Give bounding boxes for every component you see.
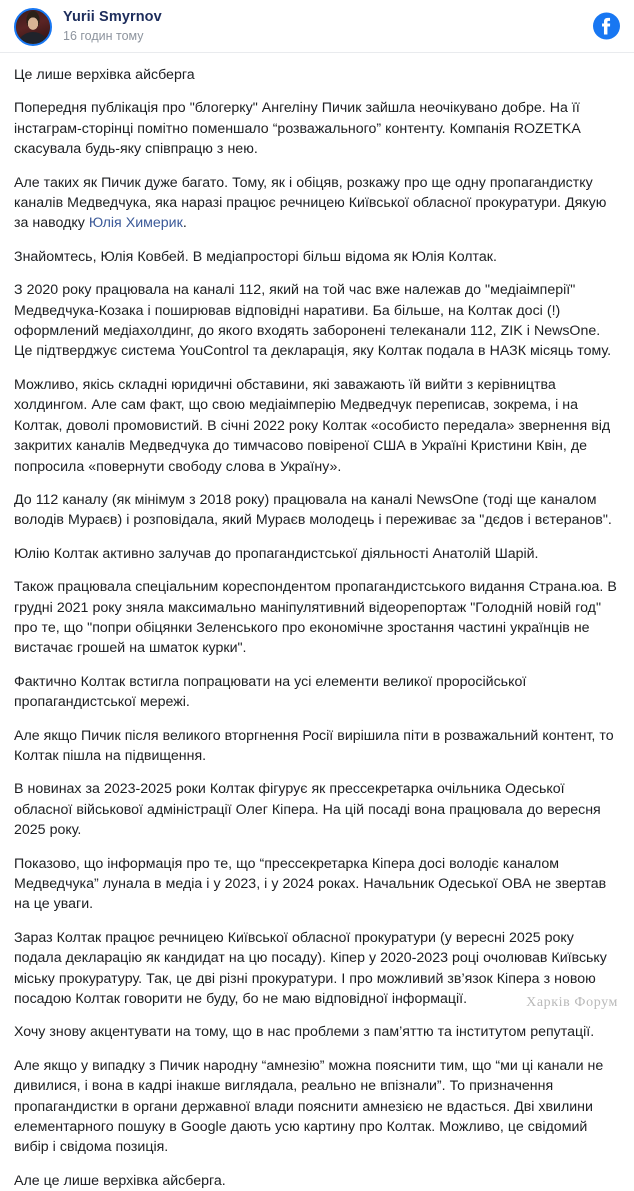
post-paragraph: Але якщо у випадку з Пичик народну “амнезію” можна пояснити тим, що “ми ці канали не дивилися, і вона в кадрі інакше виглядала, реально не впізнали”. То призначення пропагандистки в органи державної влади пояснити амнезією не вдасться. Дві хвилини елементарного пошуку в Google дають усю картину про Колтак. Можливо, це свідомий вибір і свідома позиція. — [14, 1057, 604, 1156]
author-name[interactable]: Yurii Smyrnov — [63, 9, 162, 26]
avatar-photo-icon — [16, 10, 50, 44]
post-paragraph: Також працювала спеціальним кореспондентом пропагандистського видання Страна.юа. В грудні 2021 року зняла максимально маніпулятивний відеорепортаж "Голодній новій год" про те, що "попри обіцянки Зеленського про економічне зростання частині українців не вистачає грошей на шматок курки". — [14, 579, 617, 657]
post-paragraph: Попередня публікація про "блогерку" Ангеліну Пичик зайшла неочікувано добре. На її інстаграм-сторінці помітно поменшало “розважального” контенту. Компанія ROZETKA скасувала будь-яку співпрацю з нею. — [14, 100, 580, 158]
post-paragraph: Знайомтесь, Юлія Ковбей. В медіапросторі більш відома як Юлія Колтак. — [14, 248, 497, 265]
post-paragraph: Але це лише верхівка айсберга. — [14, 1172, 226, 1189]
post-paragraph: До 112 каналу (як мінімум з 2018 року) працювала на каналі NewsOne (тоді ще каналом володів Мураєв) і розповідала, який Мураєв молодець і переживає за "дєдов і вєтеранов". — [14, 491, 612, 529]
post-paragraph: Юлію Колтак активно залучав до пропагандистської діяльності Анатолій Шарій. — [14, 545, 539, 562]
post-author-block — [63, 9, 162, 43]
post-paragraph: Показово, що інформація про те, що “прессекретарка Кіпера досі володіє каналом Медведчука” лунала в медіа і у 2023, і у 2024 роках. Начальник Одеської ОВА не звертав на це уваги. — [14, 855, 607, 913]
post-paragraph: Зараз Колтак працює речницею Київської обласної прокуратури (у вересні 2025 року подала декларацію як кандидат на цю посаду). Кіпер у 2020-2023 році очолював Київську міську прокуратуру. Так, це дві різні прокуратури. І про можливий зв’язок Кіпера з новою посадою Колтак говорити не буду, бо не маю відповідної інформації. — [14, 929, 607, 1008]
post-paragraph: Можливо, якісь складні юридичні обставини, які заважають їй вийти з керівництва холдингом. Але сам факт, що свою медіаімперію Медведчук переписав, зокрема, і на Колтак, доволі промовистий. В січні 2022 року Колтак «особисто передала» звернення від закритих каналів Медведчука до тимчасово повіреної США в Україні Кристини Квін, де попросила «повернути свободу слова в Україну». — [14, 376, 611, 475]
post-paragraph: Але якщо Пичик після великого вторгнення Росії вирішила піти в розважальний контент, то Колтак пішла на підвищення. — [14, 727, 614, 764]
paragraph-text-after-link: . — [182, 215, 187, 232]
post-paragraph: Хочу знову акцентувати на тому, що в нас проблеми з пам’яттю та інститутом репутації. — [14, 1024, 595, 1041]
source-watermark: Харків Форум — [526, 995, 618, 1010]
avatar-silhouette — [18, 32, 48, 44]
post-header — [0, 0, 634, 53]
paragraph-text-before-link: Але таких як Пичик дуже багато. Тому, як і обіцяв, розкажу про ще одну пропагандистку каналів Медведчука, яка наразі працює речницею Київської обласної прокуратури. Дякую за наводку — [14, 174, 607, 232]
post-paragraph: В новинах за 2023-2025 роки Колтак фігурує як прессекретарка очільника Одеської обласної військової адміністрації Олег Кіпера. На цій посаді вона працювала до вересня 2025 року. — [14, 781, 601, 839]
post-paragraph: З 2020 року працювала на каналі 112, який на той час вже належав до "медіаімперії" Медведчука-Козака і поширював відповідні наративи. Ба більше, на Колтак досі (!) оформлений медіахолдинг, до якого входять заборонені телеканали 112, ZIK і NewsOne. Це підтверджує система YouControl та декларація, яку Колтак подала в НАЗК місяць тому. — [14, 282, 612, 360]
mention-link[interactable]: Юлія Химерик — [88, 215, 183, 232]
post-timestamp[interactable]: 16 годин тому — [63, 29, 144, 44]
avatar[interactable] — [14, 8, 52, 46]
post-body — [0, 53, 634, 1191]
post-paragraph-with-link — [14, 173, 620, 234]
post-paragraph: Це лише верхівка айсберга — [14, 67, 195, 83]
facebook-logo-icon — [593, 13, 620, 40]
post-paragraph: Фактично Колтак встигла попрацювати на усі елементи великої проросійської пропагандистської мережі. — [14, 673, 527, 711]
